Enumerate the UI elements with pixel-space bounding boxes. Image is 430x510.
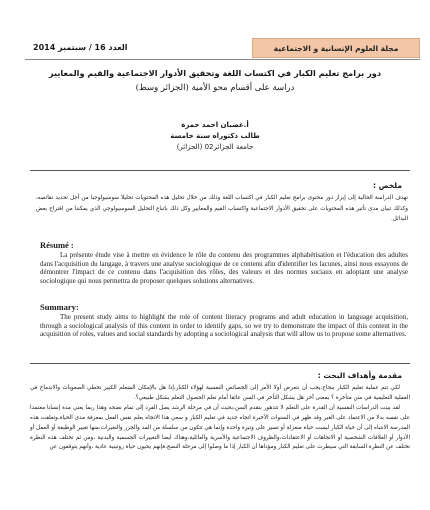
arabic-abstract-text: تهدف الدراسة الحالية إلى إبراز دور محتوى برامج تعليم الكبار في اكتساب اللغة وذلك من خلال تحليل هذه المحتويات تحليلا سوسيولوجيا من أجل تحديد نقائصه، وكذلك تبيان مدى تأثير هذه المحتويات على تحقيق الأدوار الاجتماعية واكتساب القيم والمعايير وكل ذلك باتباع التحليل السوسيولوجي الذي يمكننا من اقتراح بعض البدائل.: [36, 195, 408, 222]
arabic-abstract-heading: ملخص :: [373, 181, 402, 190]
section-divider: [30, 170, 410, 171]
article-subtitle: دراسة على أقسام محو الأمية (الجزائر وسط): [135, 83, 295, 93]
section-divider: [30, 363, 410, 364]
header-divider: [25, 59, 420, 60]
author-name: أ.غضبان احمد حمزة: [181, 121, 249, 129]
introduction-paragraph: لقد بينت الدراسات النفسية أن القدرة على التعلم لا تتدهور بتقدم السن،بحيث أن في مرحلة الرشد يصل الفرد إلى تمام نضجه وهذا ربما يعني مدة إنسانا معتمدا على نفسه بدلا من الاعتماد على الغير وقد ظهر في السنوات الأخيرة اتجاه جديد في تعليم الكبار و سعي هذا الاتجاه يعلم نفس الفعل بمعرفة مدى الحياة،وتعلقت هذه المدرسة الانتباه إلى أن حياة الكبار ليست حياة منعزلة أو تسير على وتيرة واحدة وإنما هي تتكون من سلسلة من المد والجزر والتغيرات،منها تغيير الوظيفة أو العمل أو الأدوار أو العلاقات الشخصية أو الاتجاهات أو الاعتقادات،والظروف الاجتماعية والأسرية والعائلية،وهناك أيضا التغييرات الجسمية والبدنية ،ومن ثم تختلف هذه النظرة تختلف عن النظرة السابقة التي سيطرت على تعليم الكبار ومؤداها أن الكبار إذا ما وصلوا إلى مرحلة النضج،فإنهم يحيون حياة روتينية عادية ،وأنهم يتوقفون عن: [30, 404, 410, 451]
french-abstract-text: La présente étude vise à mettre en évidence le rôle du contenu des programmes alphabétisation et l'éducation des adultes dans l'acquisition du langage, à travers une analyse sociologique de ce contenu afin d'identifier les lacunes, ainsi nous essayons de démontrer l'impact de ce contenu dans l'acquisition des rôles, des valeurs et des normes sociaux en adoptant une analyse sociologique qui nous permettra de proposer quelques solutions alternatives.: [40, 251, 408, 286]
issue-number: العدد 16 / سبتمبر 2014: [33, 43, 128, 52]
author-role: طالب دكتوراه سنة خامسة: [170, 132, 260, 140]
introduction-paragraph: لكي تتم عملية تعليم الكبار بنجاح،يجب أن نتعرض أولا الأمر إلى الخصائص النفسية لهؤلاء الكبار،إذا هل بالإمكان المتعلم الكبير تخطي الصعوبات والاندماج في العملية التعليمية في سن متأخرة ؟ بمعنى آخر هل يشكل التأخر في السن عائقا أمام تعلم الحصول التعلم بشكل طبيعي؟.: [30, 385, 410, 401]
author-affiliation: جامعة الجزائر02 (الجزائر): [176, 143, 254, 151]
introduction-heading: مقدمة وأهداف البحث :: [317, 371, 402, 380]
article-title: دور برامج تعليم الكبار في اكتساب اللغة وتحقيق الأدوار الاجتماعية والقيم والمعايير: [48, 68, 382, 78]
page-header: [25, 38, 420, 58]
journal-name: مجلة العلوم الإنسانية و الاجتماعية: [252, 38, 420, 58]
introduction-body: [30, 384, 410, 453]
english-abstract-text: The present study aims to highlight the role of content literacy programs and adult education in language acquisition, through a sociological analysis of this content in order to identify gaps, so we try to demonstrate the impact of this content in the acquisition of roles, values and social standards by adopting a sociological analysis that will allow us to propose some alternatives.: [40, 313, 408, 339]
french-abstract-heading: Résumé :: [40, 240, 74, 250]
english-abstract-heading: Summary:: [40, 302, 79, 312]
